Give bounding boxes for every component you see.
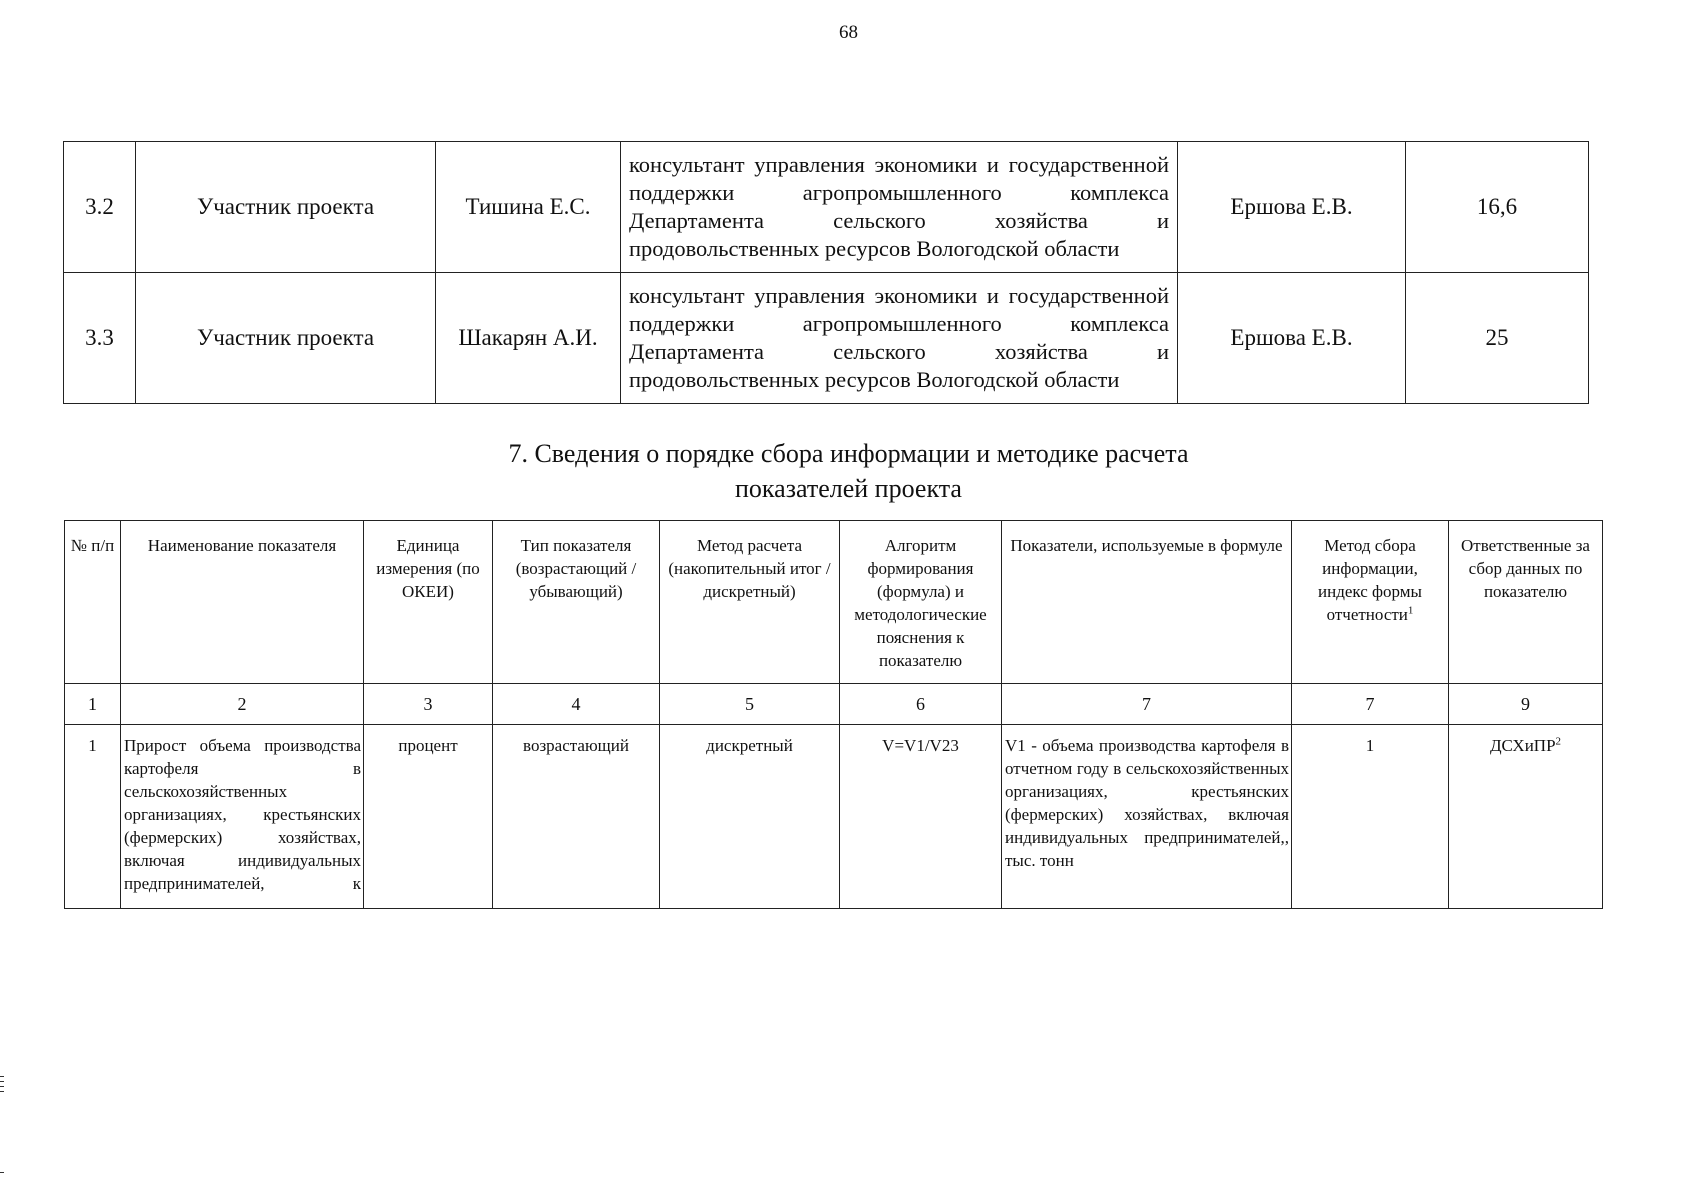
indicator-unit: процент bbox=[364, 725, 493, 909]
scan-margin-mark bbox=[0, 1091, 4, 1092]
column-number: 5 bbox=[660, 684, 840, 725]
team-row-role: Участник проекта bbox=[136, 142, 436, 273]
team-row-number: 3.3 bbox=[64, 273, 136, 404]
header-indicator-name: Наименование показателя bbox=[121, 521, 364, 684]
team-row bbox=[64, 273, 1589, 404]
column-number: 7 bbox=[1292, 684, 1449, 725]
footnote-ref-2: 2 bbox=[1555, 735, 1562, 748]
header-number: № п/п bbox=[65, 521, 121, 684]
column-number: 3 bbox=[364, 684, 493, 725]
team-row-load: 16,6 bbox=[1406, 142, 1589, 273]
header-indicator-type: Тип показателя (возрастающий / убывающий) bbox=[493, 521, 660, 684]
team-row-name: Тишина Е.С. bbox=[436, 142, 621, 273]
team-row-load: 25 bbox=[1406, 273, 1589, 404]
section-heading bbox=[0, 436, 1697, 506]
column-number: 2 bbox=[121, 684, 364, 725]
scan-margin-mark bbox=[0, 1081, 4, 1082]
team-row-supervisor: Ершова Е.В. bbox=[1178, 273, 1406, 404]
header-collection-method bbox=[1292, 521, 1449, 684]
indicators-header-row bbox=[65, 521, 1603, 684]
indicator-type: возрастающий bbox=[493, 725, 660, 909]
team-row-name: Шакарян А.И. bbox=[436, 273, 621, 404]
header-calc-method: Метод расчета (накопительный итог / дискретный) bbox=[660, 521, 840, 684]
page-number: 68 bbox=[839, 22, 858, 43]
team-row-position: консультант управления экономики и государственной поддержки агропромышленного комплекса Департамента сельского хозяйства и продовольственных ресурсов Вологодской области bbox=[621, 142, 1178, 273]
indicator-algorithm: V=V1/V23 bbox=[840, 725, 1002, 909]
scan-margin-mark bbox=[0, 1086, 4, 1087]
section-heading-line-2: показателей проекта bbox=[735, 474, 962, 503]
indicator-name: Прирост объема производства картофеля в сельскохозяйственных организациях, крестьянских (фермерских) хозяйствах, включая индивидуальных предпринимателей, к bbox=[121, 725, 364, 909]
column-number: 9 bbox=[1449, 684, 1603, 725]
column-number: 4 bbox=[493, 684, 660, 725]
header-responsible: Ответственные за сбор данных по показателю bbox=[1449, 521, 1603, 684]
project-team-table bbox=[63, 141, 1589, 404]
team-row bbox=[64, 142, 1589, 273]
indicator-responsible-text: ДСХиПР bbox=[1489, 736, 1556, 755]
indicator-number: 1 bbox=[65, 725, 121, 909]
table-row bbox=[65, 725, 1603, 909]
section-heading-line-1: 7. Сведения о порядке сбора информации и методике расчета bbox=[508, 439, 1189, 468]
header-collection-method-text: Метод сбора информации, индекс формы отчетности bbox=[1318, 536, 1422, 624]
team-row-number: 3.2 bbox=[64, 142, 136, 273]
indicator-formula-indicators: V1 - объема производства картофеля в отчетном году в сельскохозяйственных организациях, крестьянских (фермерских) хозяйствах, включая индивидуальных предпринимателей,, тыс. тонн bbox=[1002, 725, 1292, 909]
column-number-row bbox=[65, 684, 1603, 725]
column-number: 7 bbox=[1002, 684, 1292, 725]
indicators-table bbox=[64, 520, 1603, 909]
column-number: 1 bbox=[65, 684, 121, 725]
indicator-responsible bbox=[1449, 725, 1603, 909]
team-row-position: консультант управления экономики и государственной поддержки агропромышленного комплекса Департамента сельского хозяйства и продовольственных ресурсов Вологодской области bbox=[621, 273, 1178, 404]
header-formula-indicators: Показатели, используемые в формуле bbox=[1002, 521, 1292, 684]
scan-margin-mark bbox=[0, 1076, 4, 1077]
team-row-supervisor: Ершова Е.В. bbox=[1178, 142, 1406, 273]
indicator-calc-method: дискретный bbox=[660, 725, 840, 909]
footnote-ref-1: 1 bbox=[1407, 604, 1414, 617]
column-number: 6 bbox=[840, 684, 1002, 725]
team-row-role: Участник проекта bbox=[136, 273, 436, 404]
header-algorithm: Алгоритм формирования (формула) и методологические пояснения к показателю bbox=[840, 521, 1002, 684]
header-unit: Единица измерения (по ОКЕИ) bbox=[364, 521, 493, 684]
indicator-collection-method: 1 bbox=[1292, 725, 1449, 909]
scan-margin-mark bbox=[0, 1172, 4, 1173]
